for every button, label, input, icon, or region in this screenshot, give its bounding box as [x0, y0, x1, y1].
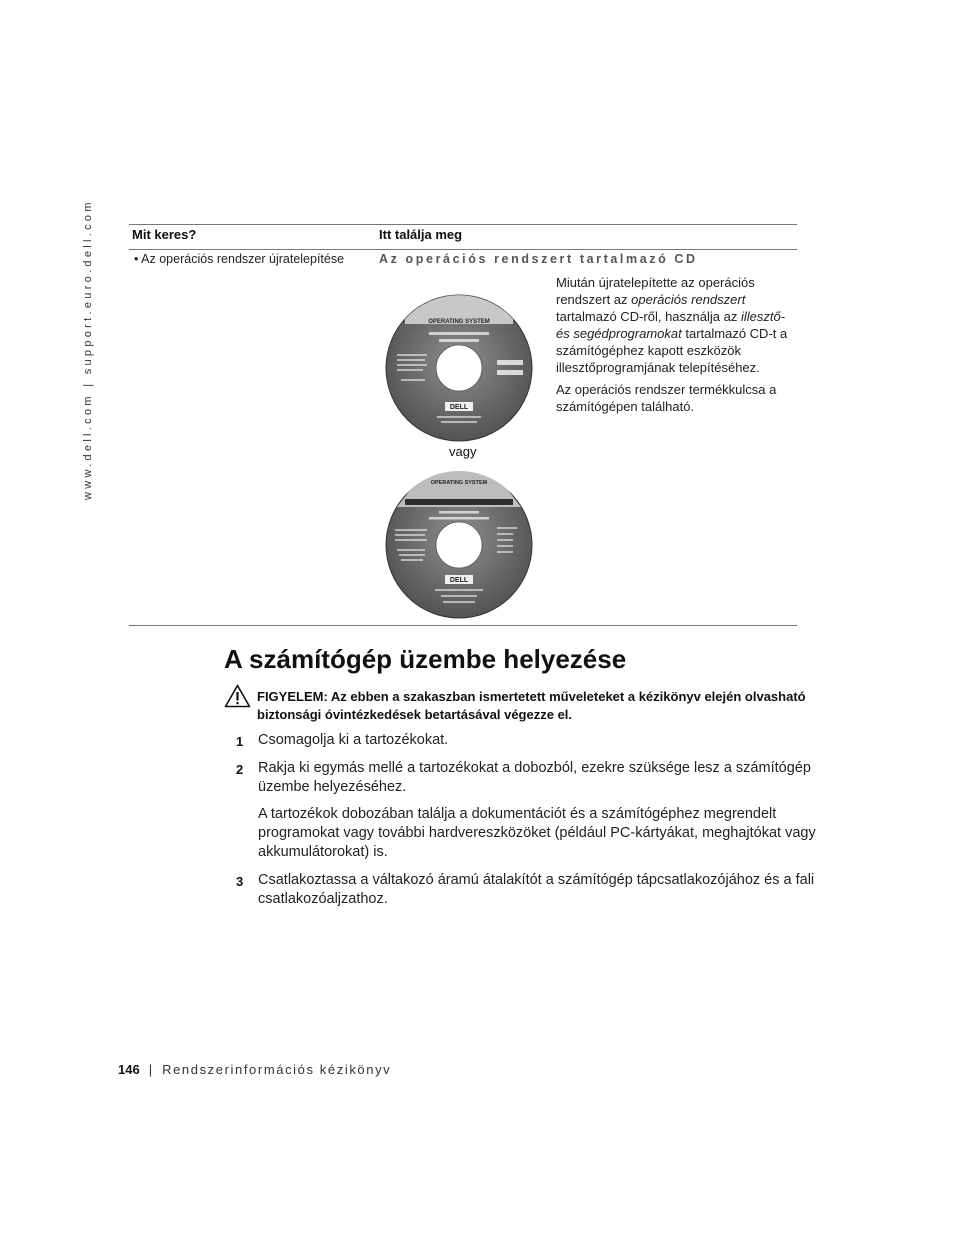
cd-description-paragraph-2: Az operációs rendszer termékkulcsa a számítógépen található.: [556, 382, 777, 414]
desc-text: tartalmazó CD-ről, használja az: [556, 309, 741, 324]
step-text: Csomagolja ki a tartozékokat.: [258, 732, 449, 748]
or-label: vagy: [449, 444, 477, 459]
step-number: 3: [236, 874, 244, 889]
cd-image-1: [385, 294, 533, 442]
table-bottom-rule: [129, 625, 797, 626]
warning-icon: [224, 684, 251, 708]
table-top-rule: [129, 224, 797, 225]
step-text: Csatlakoztassa a váltakozó áramú átalakítót a számítógép tápcsatlakozójához és a fali csatlakozóaljzathoz.: [258, 872, 815, 907]
cd2-label: OPERATING SYSTEM: [430, 480, 488, 486]
cd-description: [556, 274, 794, 420]
table-header-col2: Itt találja meg: [379, 227, 463, 242]
footer-separator: |: [148, 1062, 153, 1077]
table-row-item: • Az operációs rendszer újratelepítése: [134, 252, 345, 266]
desc-italic: operációs rendszert: [631, 292, 746, 307]
table-header-rule: [129, 249, 797, 250]
step-text: Rakja ki egymás mellé a tartozékokat a dobozból, ezekre szüksége lesz a számítógép üzembe helyezéséhez.: [258, 760, 811, 795]
section-title: A számítógép üzembe helyezése: [224, 644, 627, 674]
cd1-label: OPERATING SYSTEM: [428, 319, 490, 325]
desc-italic: illesztő- és segédprogramokat: [556, 309, 786, 341]
step-number: 2: [236, 762, 244, 777]
cd-image-2: [385, 471, 533, 619]
step-number: 1: [236, 734, 244, 749]
step-extra-text: A tartozékok dobozában találja a dokumentációt és a számítógéphez megrendelt programokat vagy további hardvereszközöket (például PC-kártyákat, meghajtókat vagy akkumulátorokat) is.: [258, 806, 816, 860]
cd2-logo: DELL: [449, 577, 469, 584]
cd-description-paragraph-1: [556, 274, 794, 376]
desc-text: tartalmazó CD-t a számítógéphez kapott eszközök illesztőprogramjának telepítéséhez.: [556, 326, 788, 375]
page-footer: [118, 1062, 391, 1077]
page-number: 146: [118, 1062, 140, 1077]
side-url: www.dell.com | support.euro.dell.com: [82, 199, 94, 500]
table-row-heading: Az operációs rendszert tartalmazó CD: [379, 252, 698, 266]
warning-text: FIGYELEM: Az ebben a szakaszban ismertetett műveleteket a kézikönyv elején olvasható biztonsági óvintézkedések betartásával végezze el.: [257, 689, 806, 722]
cd1-logo: DELL: [449, 404, 469, 411]
desc-text: Miután újratelepítette az operációs rendszert az: [556, 275, 755, 307]
table-header-col1: Mit keres?: [132, 227, 197, 242]
footer-title: Rendszerinformációs kézikönyv: [162, 1062, 392, 1077]
